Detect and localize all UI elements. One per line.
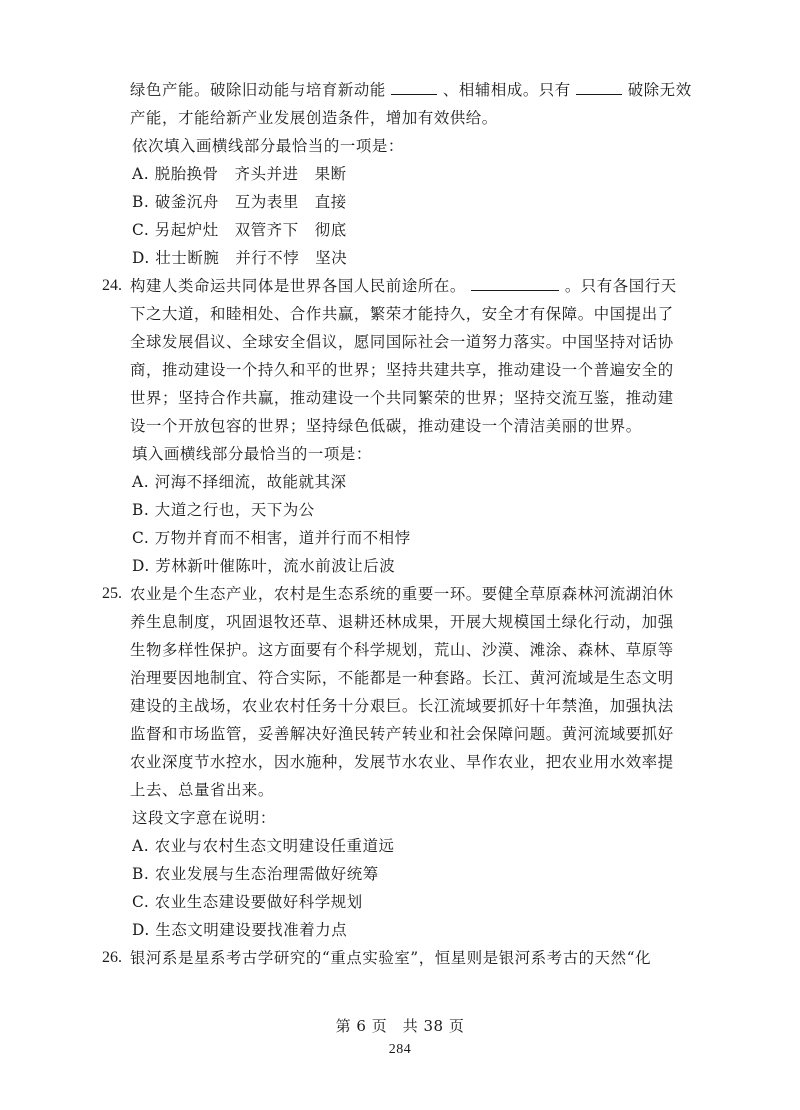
question-25-text-line: 治理要因地制宜、符合实际，不能都是一种套路。长江、黄河流域是生态文明 — [130, 669, 674, 687]
question-25 — [102, 580, 698, 944]
question-24-option-d: D. 芳林新叶催陈叶，流水前波让后波 — [132, 557, 396, 575]
page-count-label: 第 6 页 共 38 页 — [335, 1017, 465, 1035]
question-23-option-b: B. 破釜沉舟 互为表里 直接 — [132, 193, 347, 211]
question-25-text-line: 农业深度节水控水，因水施种，发展节水农业、旱作农业，把农业用水效率提 — [130, 753, 674, 771]
fill-blank — [576, 78, 622, 95]
question-25-option-a: A. 农业与农村生态文明建设任重道远 — [132, 837, 395, 855]
question-24-text-line: 商，推动建设一个持久和平的世界；坚持共建共享，推动建设一个普遍安全的 — [130, 361, 674, 379]
question-25-option-d: D. 生态文明建设要找准着力点 — [132, 921, 348, 939]
question-23-text-line — [130, 76, 698, 104]
question-25-text-line: 农业是个生态产业，农村是生态系统的重要一环。要健全草原森林河流湖泊休 — [130, 585, 674, 603]
question-number: 24. — [102, 277, 122, 294]
question-26-text-line: 银河系是星系考古学研究的“重点实验室”，恒星则是银河系考古的天然“化 — [130, 949, 652, 967]
question-25-instruction: 这段文字意在说明： — [132, 809, 276, 827]
question-25-option-b: B. 农业发展与生态治理需做好统筹 — [132, 865, 379, 883]
question-24-text-line: 设一个开放包容的世界；坚持绿色低碳，推动建设一个清洁美丽的世界。 — [130, 417, 642, 435]
question-23-option-a: A. 脱胎换骨 齐头并进 果断 — [132, 165, 347, 183]
question-24-text-line: 全球发展倡议、全球安全倡议，愿同国际社会一道努力落实。中国坚持对话协 — [130, 333, 674, 351]
question-24 — [102, 272, 698, 580]
question-number: 25. — [102, 585, 122, 602]
page-footer-number — [0, 1040, 800, 1060]
question-23-text-line: 产能，才能给新产业发展创造条件，增加有效供给。 — [130, 109, 498, 127]
text-segment: 构建人类命运共同体是世界各国人民前途所在。 — [130, 277, 466, 295]
question-25-text-line: 上去、总量省出来。 — [130, 781, 274, 799]
page-footer — [0, 1016, 800, 1036]
fill-blank — [471, 274, 559, 291]
question-24-option-b: B. 大道之行也，天下为公 — [132, 501, 315, 519]
question-23 — [130, 76, 698, 272]
question-25-text-line: 养生息制度，巩固退牧还草、退耕还林成果，开展大规模国土绿化行动，加强 — [130, 613, 674, 631]
text-segment: 绿色产能。破除旧动能与培育新动能 — [130, 81, 386, 99]
question-25-text-line: 监督和市场监管，妥善解决好渔民转产转业和社会保障问题。黄河流域要抓好 — [130, 725, 674, 743]
question-24-option-a: A. 河海不择细流，故能就其深 — [132, 473, 347, 491]
question-24-text-line: 世界；坚持合作共赢，推动建设一个共同繁荣的世界；坚持交流互鉴，推动建 — [130, 389, 674, 407]
page-content — [102, 76, 698, 972]
question-25-option-c: C. 农业生态建设要做好科学规划 — [132, 893, 363, 911]
question-25-text-line: 建设的主战场，农业农村任务十分艰巨。长江流域要抓好十年禁渔，加强执法 — [130, 697, 674, 715]
question-24-instruction: 填入画横线部分最恰当的一项是： — [132, 445, 372, 463]
question-24-text-line — [130, 272, 698, 300]
question-25-text-line: 生物多样性保护。这方面要有个科学规划，荒山、沙漠、滩涂、森林、草原等 — [130, 641, 674, 659]
question-number: 26. — [102, 949, 122, 966]
text-segment: 破除无效 — [627, 81, 692, 99]
fill-blank — [391, 78, 437, 95]
question-23-option-c: C. 另起炉灶 双管齐下 彻底 — [132, 221, 347, 239]
question-26 — [102, 944, 698, 972]
question-23-option-d: D. 壮士断腕 并行不悖 坚决 — [132, 249, 348, 267]
question-24-option-c: C. 万物并育而不相害，道并行而不相悖 — [132, 529, 411, 547]
text-segment: 。只有各国行天 — [564, 277, 677, 295]
text-segment: 、相辅相成。只有 — [442, 81, 571, 99]
question-24-text-line: 下之大道，和睦相处、合作共赢，繁荣才能持久，安全才有保障。中国提出了 — [130, 305, 674, 323]
page-number: 284 — [388, 1042, 412, 1057]
question-23-instruction: 依次填入画横线部分最恰当的一项是： — [132, 137, 404, 155]
